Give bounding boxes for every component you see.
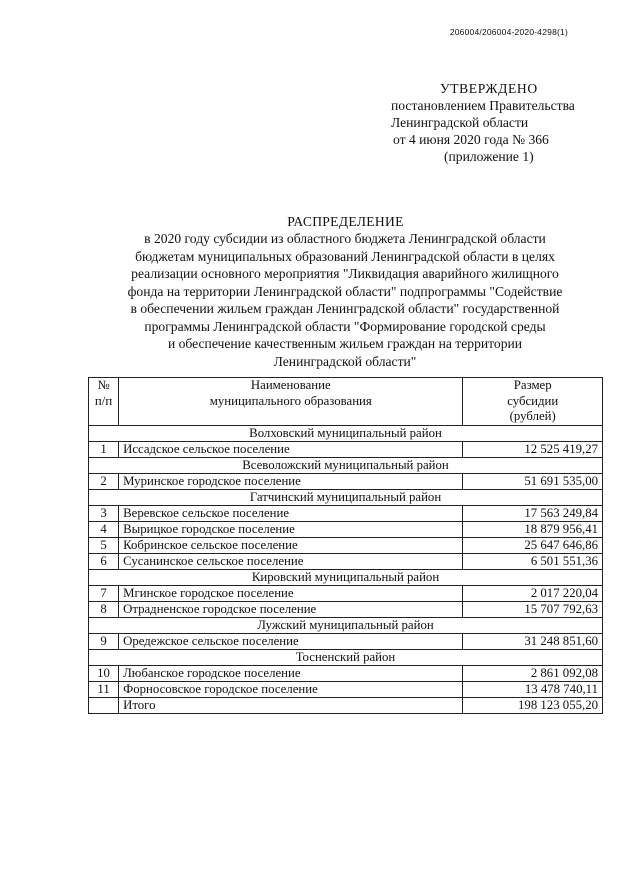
- approval-line: Ленинградской области: [391, 115, 529, 130]
- description-line: в обеспечении жильем граждан Ленинградской области" государственной: [130, 301, 560, 316]
- district-row: Волховский муниципальный район: [89, 425, 603, 441]
- description-line: фонда на территории Ленинградской области" подпрограммы "Содействие: [127, 283, 563, 299]
- table-row: [89, 601, 603, 617]
- table-cell: Кобринское сельское поселение: [119, 537, 463, 553]
- table-cell: 8: [89, 601, 119, 617]
- table-cell: 9: [89, 633, 119, 649]
- table-row: [89, 665, 603, 681]
- table-cell: 6: [89, 553, 119, 569]
- table-cell: 17 563 249,84: [463, 505, 603, 521]
- header-amount: Размер субсидии (рублей): [463, 378, 603, 426]
- table-header-row: [89, 378, 603, 426]
- table-cell: 2 017 220,04: [463, 585, 603, 601]
- description-line: бюджетам муниципальных образований Ленинградской области в целях: [135, 248, 555, 264]
- table-cell: 2: [89, 473, 119, 489]
- table-cell: Веревское сельское поселение: [119, 505, 463, 521]
- table-cell: [89, 697, 119, 713]
- description-line: и обеспечение качественным жильем граждан на территории: [167, 336, 523, 351]
- total-label: Итого: [119, 697, 463, 713]
- table-cell: Оредежское сельское поселение: [119, 633, 463, 649]
- table-cell: Муринское городское поселение: [119, 473, 463, 489]
- district-row: Гатчинский муниципальный район: [89, 489, 603, 505]
- district-row: Всеволожский муниципальный район: [89, 457, 603, 473]
- table-cell: 13 478 740,11: [463, 681, 603, 697]
- table-row: [89, 553, 603, 569]
- total-row: [89, 697, 603, 713]
- table-row: [89, 473, 603, 489]
- table-cell: Мгинское городское поселение: [119, 585, 463, 601]
- approval-appendix: (приложение 1): [444, 149, 534, 164]
- table-cell: Вырицкое городское поселение: [119, 521, 463, 537]
- table-cell: Форносовское городское поселение: [119, 681, 463, 697]
- table-cell: Сусанинское сельское поселение: [119, 553, 463, 569]
- table-cell: 25 647 646,86: [463, 537, 603, 553]
- table-row: [89, 633, 603, 649]
- approval-block: [380, 80, 620, 165]
- table-cell: Отрадненское городское поселение: [119, 601, 463, 617]
- header-number: № п/п: [89, 378, 119, 426]
- table-cell: 15 707 792,63: [463, 601, 603, 617]
- table-row: [89, 585, 603, 601]
- table-cell: 2 861 092,08: [463, 665, 603, 681]
- table-cell: 4: [89, 521, 119, 537]
- table-row: [89, 537, 603, 553]
- table-row: [89, 441, 603, 457]
- district-row: Лужский муниципальный район: [89, 617, 603, 633]
- table-cell: 6 501 551,36: [463, 553, 603, 569]
- header-name: Наименование муниципального образования: [119, 378, 463, 426]
- table-cell: 3: [89, 505, 119, 521]
- table-cell: 51 691 535,00: [463, 473, 603, 489]
- description-line: программы Ленинградской области "Формирование городской среды: [144, 318, 546, 334]
- total-amount: 198 123 055,20: [463, 697, 603, 713]
- document-number: 206004/206004-2020-4298(1): [449, 27, 568, 37]
- table-row: [89, 505, 603, 521]
- table-cell: 12 525 419,27: [463, 441, 603, 457]
- table-cell: Любанское городское поселение: [119, 665, 463, 681]
- table-cell: Иссадское сельское поселение: [119, 441, 463, 457]
- table-row: [89, 681, 603, 697]
- table-cell: 7: [89, 585, 119, 601]
- document-description: [100, 230, 590, 370]
- table-cell: 31 248 851,60: [463, 633, 603, 649]
- approval-heading: УТВЕРЖДЕНО: [440, 81, 538, 96]
- subsidy-table: [88, 377, 603, 714]
- document-title: РАСПРЕДЕЛЕНИЕ: [287, 214, 404, 229]
- district-row: Кировский муниципальный район: [89, 569, 603, 585]
- table-cell: 5: [89, 537, 119, 553]
- description-line: Ленинградской области": [273, 353, 417, 369]
- table-row: [89, 521, 603, 537]
- district-row: Тосненский район: [89, 649, 603, 665]
- description-line: реализации основного мероприятия "Ликвидация аварийного жилищного: [131, 266, 559, 281]
- approval-line: постановлением Правительства: [391, 98, 575, 113]
- description-line: в 2020 году субсидии из областного бюджета Ленинградской области: [144, 231, 546, 246]
- table-cell: 1: [89, 441, 119, 457]
- approval-date: от 4 июня 2020 года № 366: [393, 132, 549, 147]
- table-cell: 18 879 956,41: [463, 521, 603, 537]
- table-cell: 10: [89, 665, 119, 681]
- table-cell: 11: [89, 681, 119, 697]
